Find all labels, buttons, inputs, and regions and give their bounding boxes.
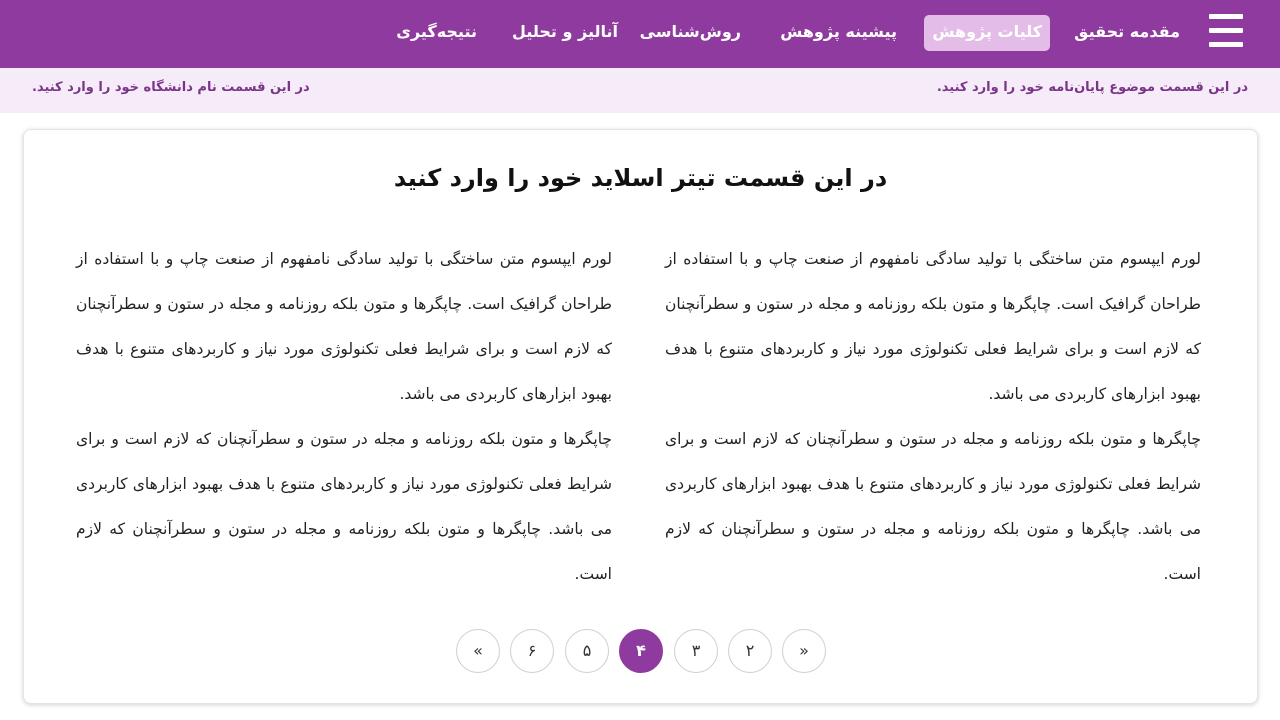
top-nav-bar: [0, 0, 1280, 68]
pagination-page-button[interactable]: ۵: [565, 629, 609, 673]
nav-item-literature-review[interactable]: پیشینه پژوهش: [780, 22, 897, 41]
nav-item-conclusion[interactable]: نتیجه‌گیری: [396, 22, 477, 41]
thesis-topic-text: در این قسمت موضوع پایان‌نامه خود را وارد کنید.: [936, 80, 1248, 95]
paragraph: لورم ایپسوم متن ساختگی با تولید سادگی نامفهوم از صنعت چاپ و با استفاده از طراحان گرافیک است. چاپگرها و متون بلکه روزنامه و مجله در ستون و سطرآنچنان که لازم است و برای شرایط فعلی تکنولوژی مورد نیاز و کاربردهای متنوع با هدف بهبود ابزارهای کاربردی می باشد.: [76, 250, 612, 403]
pagination: [456, 629, 826, 673]
pagination-prev-button[interactable]: «: [782, 629, 826, 673]
hamburger-icon[interactable]: [1209, 14, 1243, 48]
pagination-current-page-button[interactable]: ۴: [619, 629, 663, 673]
pagination-next-button[interactable]: »: [456, 629, 500, 673]
text-column-right: [665, 237, 1201, 597]
slide-card: [23, 129, 1258, 704]
hamburger-line: [1209, 14, 1243, 19]
pagination-page-button[interactable]: ۳: [674, 629, 718, 673]
nav-item-analysis[interactable]: آنالیز و تحلیل: [512, 22, 618, 41]
sub-header: [0, 68, 1280, 113]
nav-item-introduction[interactable]: مقدمه تحقیق: [1074, 22, 1180, 41]
nav-item-methodology[interactable]: روش‌شناسی: [639, 22, 741, 41]
pagination-page-button[interactable]: ۲: [728, 629, 772, 673]
paragraph: چاپگرها و متون بلکه روزنامه و مجله در ستون و سطرآنچنان که لازم است و برای شرایط فعلی تکنولوژی مورد نیاز و کاربردهای متنوع با هدف بهبود ابزارهای کاربردی می باشد. چاپگرها و متون بلکه روزنامه و مجله در ستون و سطرآنچنان که لازم است.: [665, 430, 1201, 583]
nav-item-research-overview[interactable]: کلیات پژوهش: [924, 15, 1050, 51]
hamburger-line: [1209, 28, 1243, 33]
paragraph: چاپگرها و متون بلکه روزنامه و مجله در ستون و سطرآنچنان که لازم است و برای شرایط فعلی تکنولوژی مورد نیاز و کاربردهای متنوع با هدف بهبود ابزارهای کاربردی می باشد. چاپگرها و متون بلکه روزنامه و مجله در ستون و سطرآنچنان که لازم است.: [76, 430, 612, 583]
university-name-text: در این قسمت نام دانشگاه خود را وارد کنید.: [32, 80, 310, 95]
pagination-page-button[interactable]: ۶: [510, 629, 554, 673]
hamburger-line: [1209, 42, 1243, 47]
paragraph: لورم ایپسوم متن ساختگی با تولید سادگی نامفهوم از صنعت چاپ و با استفاده از طراحان گرافیک است. چاپگرها و متون بلکه روزنامه و مجله در ستون و سطرآنچنان که لازم است و برای شرایط فعلی تکنولوژی مورد نیاز و کاربردهای متنوع با هدف بهبود ابزارهای کاربردی می باشد.: [665, 250, 1201, 403]
text-column-left: [76, 237, 612, 597]
slide-title: در این قسمت تیتر اسلاید خود را وارد کنید: [393, 164, 888, 192]
